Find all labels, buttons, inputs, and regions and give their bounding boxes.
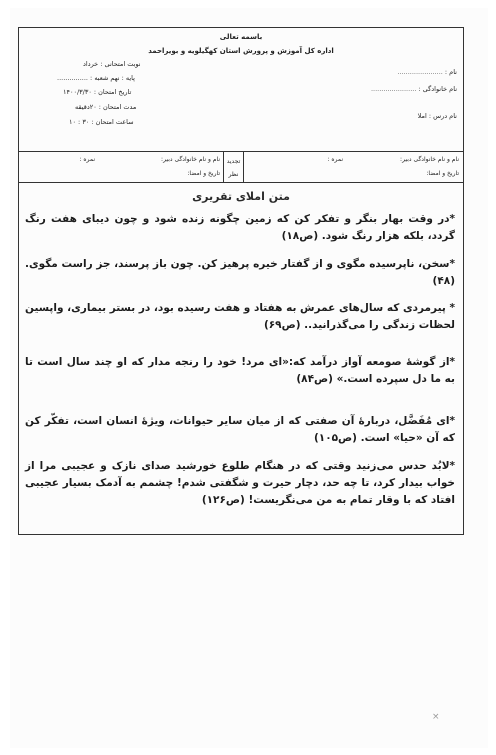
family-label: نام خانوادگی : (418, 85, 457, 93)
grade-cell-left (19, 152, 225, 182)
teacher-name-label: نام و نام خانوادگی دبیر: (400, 156, 459, 163)
grade-row (18, 152, 464, 183)
exam-duration: مدت امتحان : ۲۰دقیقه (75, 103, 137, 111)
date-sign-label: تاریخ و امضا: (426, 170, 459, 177)
review-label: تجدید نظر (226, 158, 241, 178)
dictation-paragraph-2: *سخن، ناپرسیده مگوی و از گفتار خیره پرهیز کن. چون باز پرسند، جز راست مگوی. (۴۸) (25, 258, 455, 287)
date-sign-label-2: تاریخ و امضا: (187, 170, 220, 177)
dictation-paragraph-3: * پیرمردی که سال‌های عمرش به هفتاد و هفت رسیده بود، در بستر بیماری، واپسین لحظات زندگی را می‌گذرانید.. (ص۶۹) (25, 302, 455, 331)
name-dots: ...................... (397, 68, 443, 76)
dictation-paragraph-4: *از گوشهٔ صومعه آواز درآمد که:«ای مرد! خود را رنجه مدار که او چند سال است تا به ما دل سپرده است.» (ص۸۴) (25, 356, 455, 385)
dictation-body (18, 183, 464, 535)
family-dots: ...................... (370, 85, 417, 93)
teacher-name-label-2: نام و نام خانوادگی دبیر: (161, 156, 220, 163)
name-label: نام : (444, 68, 457, 76)
review-cell (223, 152, 243, 182)
corner-mark: × (432, 712, 440, 722)
subject-name: نام درس : املا (417, 112, 457, 120)
exam-time: ساعت امتحان : ۳۰ : ۱۰ (69, 118, 134, 126)
score-label-2: نمره : (79, 156, 95, 163)
dictation-paragraph-5: *ای مُفَضَّل، دربارهٔ آن صفتی که از میان سایر حیوانات، ویژهٔ انسان است، تفکّر کن که آن «حیا» است. (ص۱۰۵) (25, 415, 455, 444)
student-family-field (371, 85, 457, 93)
bismillah-line: باسمه تعالی (219, 33, 263, 41)
exam-date: تاریخ امتحان : ۱۴۰۰/۳/۳۰ (63, 88, 132, 96)
grade-cell-right (243, 152, 463, 182)
exam-session: نوبت امتحانی : خرداد (83, 60, 141, 68)
grade-section: پایه : نهم شعبه : ............... (57, 74, 135, 82)
dictation-paragraph-6: *لابُد حدس می‌زنید وقتی که در هنگام طلوع خورشید صدای نازک و عجیبی مرا از خواب بیدار کرد، تا چه حد، دچار حیرت و شگفتی شدم! چشمم به آدمک بسیار عجیبی افتاد که با وقار تمام به من می‌نگریست! (ص۱۲۶) (25, 460, 455, 506)
student-name-field (397, 68, 457, 76)
office-name: اداره کل آموزش و پرورش استان کهگیلویه و بویراحمد (148, 47, 334, 55)
dictation-paragraph-1: *در وقت بهار بنگر و تفکر کن که زمین چگونه زنده شود و چون دیبای هفت رنگ گردد، بلکه هزار رنگ شود. (ص۱۸) (25, 213, 455, 242)
dictation-title: متن املای تقریری (192, 190, 290, 203)
exam-header (18, 27, 464, 152)
score-label: نمره : (327, 156, 343, 163)
